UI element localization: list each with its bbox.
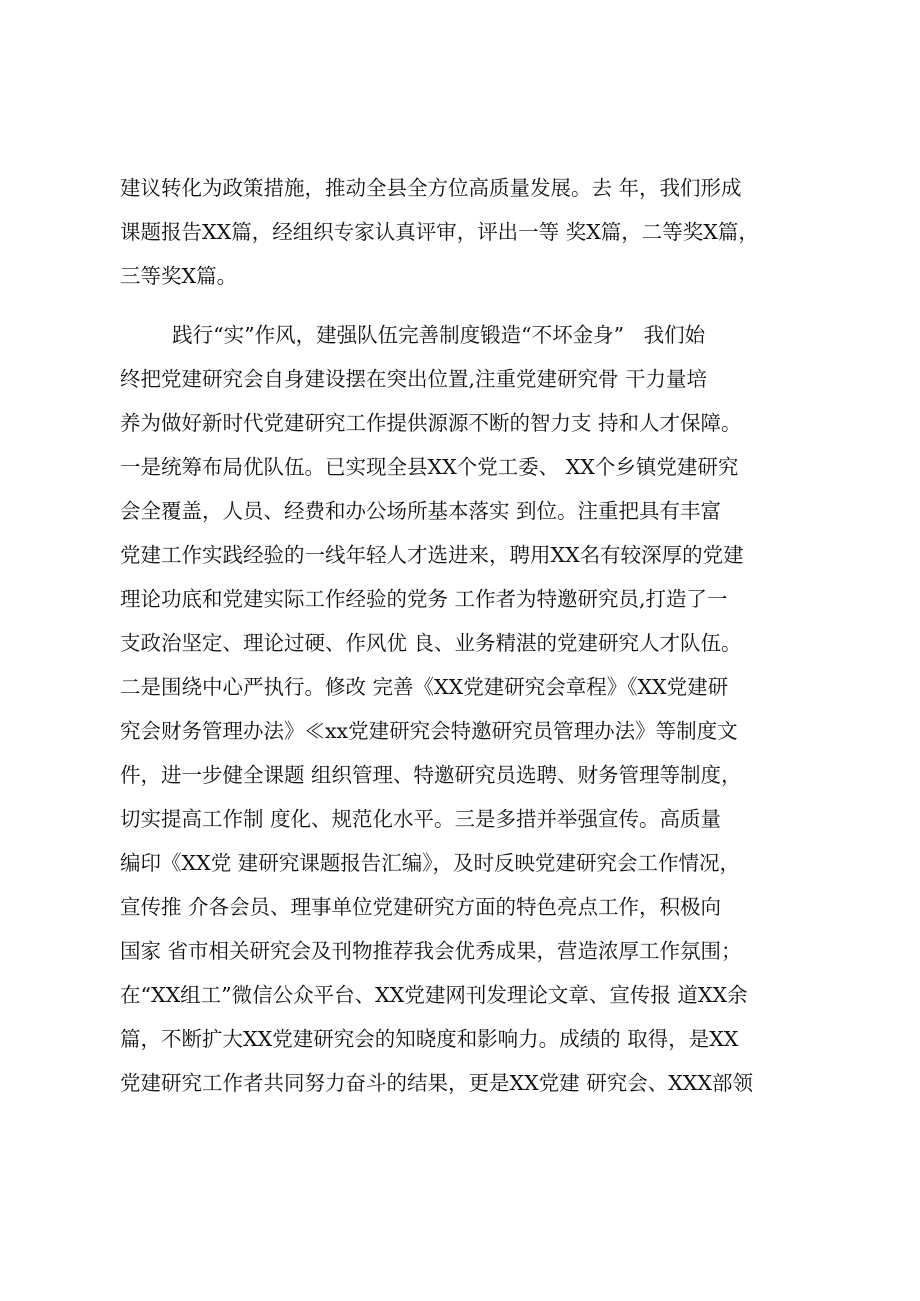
- text-line: 件，进一步健全课题 组织管理、特邀研究员选聘、财务管理等制度，: [120, 763, 742, 787]
- text-line: 篇，不断扩大XX党建研究会的知晓度和影响力。成绩的 取得，是XX: [120, 1027, 739, 1051]
- text-line: 党建工作实践经验的一线年轻人才选进来，聘用XX名有较深厚的党建: [120, 543, 744, 567]
- text-line: 宣传推 介各会员、理事单位党建研究方面的特色亮点工作，积极向: [120, 895, 722, 919]
- text-line: 课题报告XX篇，经组织专家认真评审，评出一等 奖X篇，二等奖X篇，: [120, 220, 759, 244]
- text-line: 养为做好新时代党建研究工作提供源源不断的智力支 持和人才保障。: [120, 411, 742, 435]
- text-line: 一是统筹布局优队伍。已实现全县XX个党工委、 XX个乡镇党建研究: [120, 455, 739, 479]
- text-line: 理论功底和党建实际工作经验的党务 工作者为特邀研究员,打造了一: [120, 587, 728, 611]
- text-line: 国家 省市相关研究会及刊物推荐我会优秀成果，营造浓厚工作氛围；: [120, 939, 742, 963]
- text-line: 二是围绕中心严执行。修改 完善《XX党建研究会章程》《XX党建研: [120, 675, 729, 699]
- text-line: 编印《XX党 建研究课题报告汇编》，及时反映党建研究会工作情况，: [120, 851, 740, 875]
- text-line: 建议转化为政策措施，推动全县全方位高质量发展。去 年，我们形成: [120, 176, 742, 200]
- text-line: 终把党建研究会自身建设摆在突出位置,注重党建研究骨 干力量培: [120, 367, 708, 391]
- text-line: 支政治坚定、理论过硬、作风优 良、业务精湛的党建研究人才队伍。: [120, 631, 742, 655]
- text-line: 切实提高工作制 度化、规范化水平。三是多措并举强宣传。高质量: [120, 807, 722, 831]
- text-line: 在“XX组工”微信公众平台、XX党建网刊发理论文章、宣传报 道XX余: [120, 983, 748, 1007]
- text-line: 践行“实”作风，建强队伍完善制度锻造“不坏金身” 我们始: [120, 323, 706, 347]
- text-line: 会全覆盖，人员、经费和办公场所基本落实 到位。注重把具有丰富: [120, 499, 722, 523]
- text-line: 究会财务管理办法》≪xx党建研究会特邀研究员管理办法》等制度文: [120, 719, 738, 743]
- text-line: 三等奖X篇。: [120, 264, 238, 288]
- paragraph-team-building: [120, 313, 830, 1105]
- document-body: [120, 166, 830, 1105]
- text-line: 党建研究工作者共同努力奋斗的结果，更是XX党建 研究会、XXX部领: [120, 1071, 753, 1095]
- paragraph-results: [120, 166, 830, 298]
